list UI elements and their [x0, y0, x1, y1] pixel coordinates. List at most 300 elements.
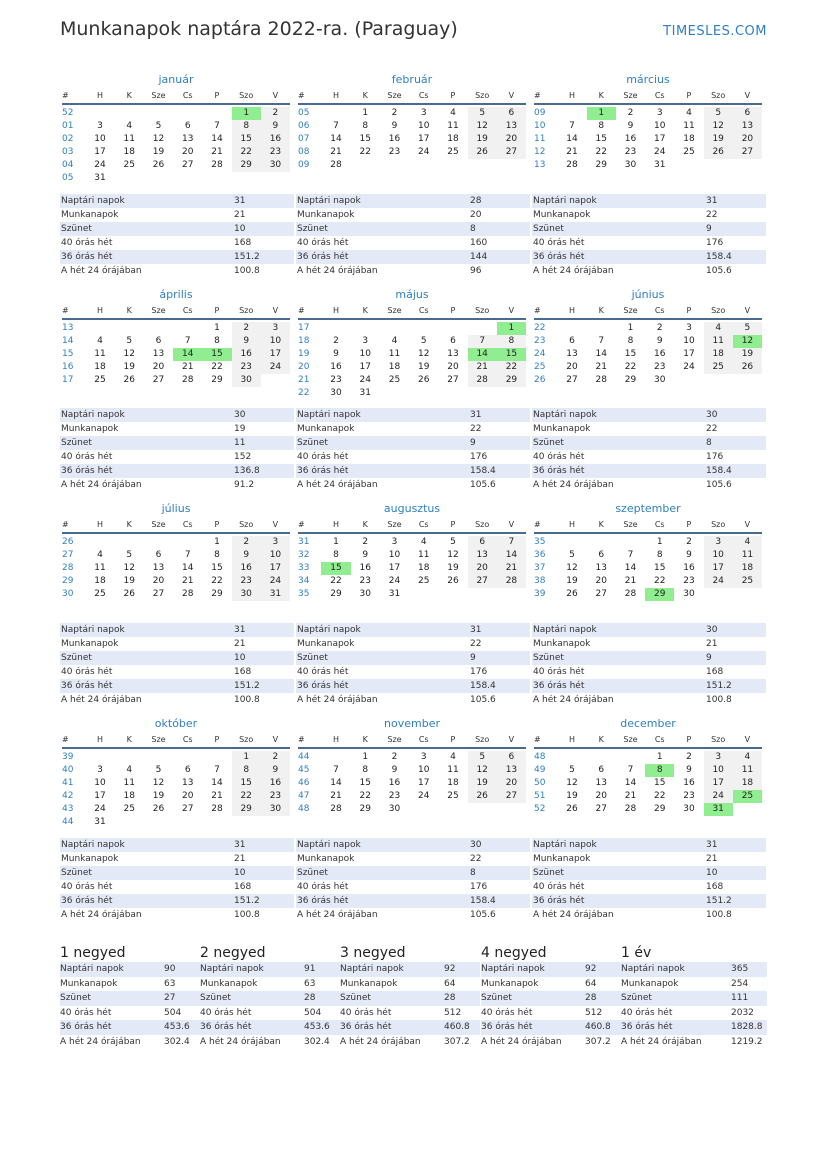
day-cell[interactable]: 19 [566, 791, 578, 801]
day-cell[interactable]: 7 [569, 121, 575, 131]
day-cell[interactable]: 14 [595, 349, 607, 359]
day-cell[interactable]: 22 [497, 361, 526, 374]
day-cell[interactable]: 10 [704, 764, 733, 777]
day-cell[interactable]: 9 [232, 335, 261, 348]
day-cell[interactable]: 9 [362, 550, 369, 560]
day-cell[interactable]: 12 [566, 563, 578, 573]
day-cell[interactable]: 28 [624, 804, 637, 814]
day-cell[interactable]: 14 [566, 134, 578, 144]
day-cell[interactable]: 13 [181, 778, 194, 788]
day-cell[interactable]: 29 [595, 160, 607, 170]
day-cell[interactable]: 7 [627, 550, 634, 560]
day-cell[interactable]: 30 [359, 589, 371, 599]
day-cell[interactable]: 23 [232, 575, 261, 588]
day-cell[interactable]: 26 [152, 160, 165, 170]
day-cell[interactable]: 17 [417, 778, 430, 788]
day-cell[interactable]: 28 [624, 589, 637, 599]
month-name[interactable]: július [161, 502, 191, 515]
day-cell[interactable]: 25 [447, 791, 459, 801]
day-cell[interactable]: 1 [333, 537, 339, 547]
day-cell[interactable]: 23 [653, 362, 666, 372]
day-cell[interactable]: 4 [420, 537, 427, 547]
day-cell[interactable]: 26 [152, 804, 165, 814]
day-cell[interactable]: 16 [388, 778, 401, 788]
day-cell[interactable]: 17 [653, 134, 666, 144]
day-cell[interactable]: 11 [123, 778, 135, 788]
day-cell[interactable]: 18 [733, 777, 762, 790]
month-name[interactable]: szeptember [615, 502, 681, 515]
day-cell[interactable]: 25 [683, 147, 695, 157]
day-cell[interactable]: 3 [97, 121, 103, 131]
day-cell[interactable]: 5 [569, 765, 575, 775]
day-cell[interactable]: 5 [733, 322, 762, 335]
day-cell[interactable]: 13 [595, 778, 607, 788]
day-cell[interactable]: 30 [232, 374, 261, 387]
day-cell[interactable]: 20 [595, 576, 607, 586]
day-cell[interactable]: 2 [686, 752, 692, 762]
day-cell[interactable]: 30 [261, 159, 290, 172]
day-cell[interactable]: 12 [123, 563, 135, 573]
day-cell[interactable]: 24 [683, 362, 695, 372]
day-cell[interactable]: 2 [391, 108, 398, 118]
day-cell[interactable]: 21 [468, 361, 497, 374]
day-cell[interactable]: 6 [450, 336, 456, 346]
day-cell[interactable]: 15 [497, 348, 526, 361]
day-cell[interactable]: 29 [624, 375, 637, 385]
day-cell[interactable]: 12 [468, 120, 497, 133]
day-cell[interactable]: 1 [232, 107, 261, 120]
day-cell[interactable]: 28 [497, 575, 526, 588]
day-cell[interactable]: 12 [566, 778, 578, 788]
day-cell[interactable]: 29 [653, 804, 666, 814]
day-cell[interactable]: 9 [333, 349, 339, 359]
day-cell[interactable]: 11 [417, 550, 430, 560]
month-name[interactable]: november [384, 717, 440, 730]
day-cell[interactable]: 28 [330, 804, 342, 814]
day-cell[interactable]: 4 [126, 765, 133, 775]
day-cell[interactable]: 23 [359, 576, 371, 586]
day-cell[interactable]: 9 [627, 121, 634, 131]
day-cell[interactable]: 28 [595, 375, 607, 385]
day-cell[interactable]: 2 [232, 536, 261, 549]
day-cell[interactable]: 19 [152, 791, 165, 801]
day-cell[interactable]: 18 [447, 134, 459, 144]
day-cell[interactable]: 5 [704, 107, 733, 120]
day-cell[interactable]: 22 [359, 147, 371, 157]
day-cell[interactable]: 19 [123, 362, 135, 372]
day-cell[interactable]: 5 [126, 336, 133, 346]
day-cell[interactable]: 20 [566, 362, 578, 372]
day-cell[interactable]: 8 [232, 120, 261, 133]
day-cell[interactable]: 2 [232, 322, 261, 335]
day-cell[interactable]: 24 [94, 160, 106, 170]
day-cell[interactable]: 20 [595, 791, 607, 801]
day-cell[interactable]: 2 [627, 108, 634, 118]
day-cell[interactable]: 4 [733, 751, 762, 764]
day-cell[interactable]: 13 [152, 563, 165, 573]
day-cell[interactable]: 5 [126, 550, 133, 560]
day-cell[interactable]: 4 [97, 550, 103, 560]
day-cell[interactable]: 11 [733, 549, 762, 562]
day-cell[interactable]: 26 [123, 589, 135, 599]
day-cell[interactable]: 3 [362, 336, 369, 346]
day-cell[interactable]: 31 [653, 160, 666, 170]
day-cell[interactable]: 8 [333, 550, 339, 560]
day-cell[interactable]: 9 [391, 121, 398, 131]
day-cell[interactable]: 12 [733, 335, 762, 348]
day-cell[interactable]: 22 [624, 362, 637, 372]
day-cell[interactable]: 21 [330, 791, 342, 801]
day-cell[interactable]: 8 [656, 550, 663, 560]
day-cell[interactable]: 17 [683, 349, 695, 359]
day-cell[interactable]: 28 [181, 589, 194, 599]
day-cell[interactable]: 24 [417, 147, 430, 157]
day-cell[interactable]: 19 [152, 147, 165, 157]
day-cell[interactable]: 7 [497, 536, 526, 549]
day-cell[interactable]: 30 [653, 375, 666, 385]
day-cell[interactable]: 27 [595, 804, 607, 814]
day-cell[interactable]: 21 [595, 362, 607, 372]
day-cell[interactable]: 13 [497, 120, 526, 133]
day-cell[interactable]: 17 [359, 362, 371, 372]
day-cell[interactable]: 22 [653, 576, 666, 586]
day-cell[interactable]: 28 [566, 160, 578, 170]
day-cell[interactable]: 15 [232, 777, 261, 790]
day-cell[interactable]: 24 [261, 361, 290, 374]
day-cell[interactable]: 20 [497, 133, 526, 146]
day-cell[interactable]: 22 [232, 146, 261, 159]
day-cell[interactable]: 9 [261, 120, 290, 133]
day-cell[interactable]: 31 [94, 817, 106, 827]
day-cell[interactable]: 24 [359, 375, 371, 385]
day-cell[interactable]: 26 [733, 361, 762, 374]
day-cell[interactable]: 15 [321, 562, 350, 575]
day-cell[interactable]: 12 [417, 349, 430, 359]
day-cell[interactable]: 7 [184, 336, 191, 346]
day-cell[interactable]: 27 [497, 790, 526, 803]
day-cell[interactable]: 13 [447, 349, 459, 359]
day-cell[interactable]: 20 [152, 576, 165, 586]
day-cell[interactable]: 3 [704, 751, 733, 764]
day-cell[interactable]: 1 [656, 537, 663, 547]
month-name[interactable]: április [159, 288, 193, 301]
day-cell[interactable]: 4 [450, 752, 456, 762]
day-cell[interactable]: 9 [686, 765, 692, 775]
day-cell[interactable]: 6 [598, 550, 605, 560]
month-name[interactable]: június [631, 288, 665, 301]
day-cell[interactable]: 16 [232, 562, 261, 575]
day-cell[interactable]: 5 [569, 550, 575, 560]
day-cell[interactable]: 27 [152, 375, 165, 385]
day-cell[interactable]: 1 [214, 323, 220, 333]
day-cell[interactable]: 22 [211, 576, 223, 586]
month-name[interactable]: március [626, 73, 670, 86]
day-cell[interactable]: 6 [598, 765, 605, 775]
day-cell[interactable]: 5 [155, 765, 162, 775]
day-cell[interactable]: 17 [704, 562, 733, 575]
day-cell[interactable]: 2 [391, 752, 398, 762]
day-cell[interactable]: 13 [468, 549, 497, 562]
day-cell[interactable]: 10 [261, 335, 290, 348]
day-cell[interactable]: 6 [184, 765, 191, 775]
day-cell[interactable]: 21 [624, 791, 637, 801]
day-cell[interactable]: 22 [232, 790, 261, 803]
day-cell[interactable]: 11 [447, 121, 459, 131]
day-cell[interactable]: 26 [704, 146, 733, 159]
day-cell[interactable]: 29 [497, 374, 526, 387]
day-cell[interactable]: 16 [653, 349, 666, 359]
day-cell[interactable]: 16 [330, 362, 342, 372]
day-cell[interactable]: 10 [417, 121, 430, 131]
day-cell[interactable]: 28 [181, 375, 194, 385]
day-cell[interactable]: 11 [94, 349, 106, 359]
day-cell[interactable]: 14 [330, 134, 342, 144]
day-cell[interactable]: 12 [152, 778, 165, 788]
day-cell[interactable]: 11 [733, 764, 762, 777]
day-cell[interactable]: 15 [202, 348, 231, 361]
day-cell[interactable]: 1 [232, 751, 261, 764]
day-cell[interactable]: 24 [653, 147, 666, 157]
day-cell[interactable]: 29 [232, 159, 261, 172]
day-cell[interactable]: 5 [420, 336, 427, 346]
day-cell[interactable]: 24 [94, 804, 106, 814]
day-cell[interactable]: 20 [181, 791, 194, 801]
day-cell[interactable]: 2 [333, 336, 339, 346]
day-cell[interactable]: 2 [686, 537, 692, 547]
day-cell[interactable]: 18 [123, 791, 135, 801]
day-cell[interactable]: 27 [181, 160, 194, 170]
month-name[interactable]: május [395, 288, 429, 301]
day-cell[interactable]: 26 [447, 576, 459, 586]
day-cell[interactable]: 17 [94, 791, 106, 801]
day-cell[interactable]: 23 [330, 375, 342, 385]
day-cell[interactable]: 23 [261, 146, 290, 159]
day-cell[interactable]: 2 [656, 323, 663, 333]
day-cell[interactable]: 11 [704, 335, 733, 348]
day-cell[interactable]: 24 [704, 575, 733, 588]
day-cell[interactable]: 15 [595, 134, 607, 144]
day-cell[interactable]: 23 [683, 576, 695, 586]
day-cell[interactable]: 4 [97, 336, 103, 346]
day-cell[interactable]: 14 [497, 549, 526, 562]
brand-logo[interactable]: TIMESLES.COM [663, 24, 767, 39]
day-cell[interactable]: 17 [388, 563, 401, 573]
day-cell[interactable]: 7 [214, 121, 220, 131]
day-cell[interactable]: 21 [624, 576, 637, 586]
day-cell[interactable]: 27 [733, 146, 762, 159]
day-cell[interactable]: 19 [447, 563, 459, 573]
day-cell[interactable]: 29 [211, 589, 223, 599]
day-cell[interactable]: 12 [152, 134, 165, 144]
day-cell[interactable]: 20 [733, 133, 762, 146]
day-cell[interactable]: 20 [181, 147, 194, 157]
day-cell[interactable]: 16 [261, 133, 290, 146]
day-cell[interactable]: 22 [211, 362, 223, 372]
day-cell[interactable]: 30 [330, 388, 342, 398]
day-cell[interactable]: 14 [181, 563, 194, 573]
day-cell[interactable]: 18 [94, 576, 106, 586]
day-cell[interactable]: 9 [232, 549, 261, 562]
day-cell[interactable]: 22 [359, 791, 371, 801]
day-cell[interactable]: 25 [447, 147, 459, 157]
day-cell[interactable]: 7 [333, 765, 339, 775]
day-cell[interactable]: 30 [683, 804, 695, 814]
day-cell[interactable]: 4 [391, 336, 398, 346]
day-cell[interactable]: 13 [181, 134, 194, 144]
day-cell[interactable]: 18 [447, 778, 459, 788]
day-cell[interactable]: 30 [624, 160, 637, 170]
day-cell[interactable]: 3 [420, 752, 427, 762]
day-cell[interactable]: 11 [447, 765, 459, 775]
day-cell[interactable]: 27 [566, 375, 578, 385]
day-cell[interactable]: 17 [417, 134, 430, 144]
day-cell[interactable]: 1 [587, 107, 616, 120]
day-cell[interactable]: 27 [468, 575, 497, 588]
day-cell[interactable]: 1 [362, 752, 369, 762]
day-cell[interactable]: 10 [94, 134, 106, 144]
day-cell[interactable]: 27 [447, 375, 459, 385]
day-cell[interactable]: 19 [123, 576, 135, 586]
day-cell[interactable]: 28 [211, 804, 223, 814]
day-cell[interactable]: 1 [627, 323, 634, 333]
day-cell[interactable]: 1 [362, 108, 369, 118]
day-cell[interactable]: 6 [497, 107, 526, 120]
day-cell[interactable]: 15 [359, 134, 371, 144]
day-cell[interactable]: 14 [624, 563, 637, 573]
day-cell[interactable]: 7 [214, 765, 220, 775]
day-cell[interactable]: 8 [497, 335, 526, 348]
day-cell[interactable]: 21 [566, 147, 578, 157]
day-cell[interactable]: 18 [123, 147, 135, 157]
day-cell[interactable]: 3 [261, 536, 290, 549]
day-cell[interactable]: 9 [391, 765, 398, 775]
day-cell[interactable]: 22 [595, 147, 607, 157]
day-cell[interactable]: 27 [595, 589, 607, 599]
day-cell[interactable]: 18 [417, 563, 430, 573]
day-cell[interactable]: 20 [447, 362, 459, 372]
day-cell[interactable]: 24 [261, 575, 290, 588]
day-cell[interactable]: 11 [94, 563, 106, 573]
day-cell[interactable]: 23 [261, 790, 290, 803]
day-cell[interactable]: 28 [211, 160, 223, 170]
day-cell[interactable]: 7 [627, 765, 634, 775]
month-name[interactable]: február [391, 73, 433, 86]
day-cell[interactable]: 22 [330, 576, 342, 586]
day-cell[interactable]: 4 [450, 108, 456, 118]
day-cell[interactable]: 22 [653, 791, 666, 801]
day-cell[interactable]: 16 [359, 563, 371, 573]
day-cell[interactable]: 25 [733, 575, 762, 588]
day-cell[interactable]: 25 [123, 160, 135, 170]
day-cell[interactable]: 24 [704, 790, 733, 803]
day-cell[interactable]: 25 [123, 804, 135, 814]
day-cell[interactable]: 26 [417, 375, 430, 385]
day-cell[interactable]: 23 [624, 147, 637, 157]
day-cell[interactable]: 12 [704, 120, 733, 133]
day-cell[interactable]: 2 [261, 751, 290, 764]
day-cell[interactable]: 17 [704, 777, 733, 790]
day-cell[interactable]: 8 [362, 121, 369, 131]
day-cell[interactable]: 4 [126, 121, 133, 131]
day-cell[interactable]: 24 [388, 576, 401, 586]
month-name[interactable]: október [154, 717, 198, 730]
day-cell[interactable]: 3 [261, 322, 290, 335]
day-cell[interactable]: 25 [733, 790, 762, 803]
day-cell[interactable]: 14 [468, 348, 497, 361]
day-cell[interactable]: 1 [497, 322, 526, 335]
day-cell[interactable]: 3 [420, 108, 427, 118]
day-cell[interactable]: 29 [211, 375, 223, 385]
day-cell[interactable]: 15 [653, 563, 666, 573]
day-cell[interactable]: 3 [97, 765, 103, 775]
day-cell[interactable]: 31 [388, 589, 401, 599]
day-cell[interactable]: 2 [362, 537, 369, 547]
day-cell[interactable]: 6 [468, 536, 497, 549]
day-cell[interactable]: 14 [173, 348, 202, 361]
day-cell[interactable]: 13 [595, 563, 607, 573]
day-cell[interactable]: 29 [359, 804, 371, 814]
day-cell[interactable]: 19 [468, 133, 497, 146]
day-cell[interactable]: 11 [683, 121, 695, 131]
day-cell[interactable]: 21 [181, 576, 194, 586]
day-cell[interactable]: 21 [211, 147, 223, 157]
day-cell[interactable]: 25 [704, 361, 733, 374]
day-cell[interactable]: 13 [152, 349, 165, 359]
day-cell[interactable]: 30 [261, 803, 290, 816]
day-cell[interactable]: 20 [152, 362, 165, 372]
day-cell[interactable]: 10 [261, 549, 290, 562]
day-cell[interactable]: 18 [704, 348, 733, 361]
day-cell[interactable]: 17 [94, 147, 106, 157]
day-cell[interactable]: 7 [468, 335, 497, 348]
day-cell[interactable]: 31 [94, 173, 106, 183]
day-cell[interactable]: 25 [417, 576, 430, 586]
day-cell[interactable]: 8 [598, 121, 605, 131]
day-cell[interactable]: 10 [359, 349, 371, 359]
day-cell[interactable]: 7 [333, 121, 339, 131]
day-cell[interactable]: 18 [683, 134, 695, 144]
day-cell[interactable]: 26 [566, 589, 578, 599]
day-cell[interactable]: 29 [645, 588, 674, 601]
day-cell[interactable]: 12 [123, 349, 135, 359]
day-cell[interactable]: 31 [261, 588, 290, 601]
day-cell[interactable]: 19 [704, 133, 733, 146]
day-cell[interactable]: 29 [232, 803, 261, 816]
day-cell[interactable]: 3 [656, 108, 663, 118]
day-cell[interactable]: 15 [211, 563, 223, 573]
day-cell[interactable]: 23 [232, 361, 261, 374]
day-cell[interactable]: 12 [447, 550, 459, 560]
day-cell[interactable]: 2 [261, 107, 290, 120]
day-cell[interactable]: 19 [566, 576, 578, 586]
day-cell[interactable]: 31 [704, 803, 733, 816]
day-cell[interactable]: 17 [261, 348, 290, 361]
day-cell[interactable]: 31 [359, 388, 371, 398]
day-cell[interactable]: 4 [733, 536, 762, 549]
day-cell[interactable]: 15 [232, 133, 261, 146]
day-cell[interactable]: 8 [627, 336, 634, 346]
day-cell[interactable]: 30 [232, 588, 261, 601]
day-cell[interactable]: 26 [468, 146, 497, 159]
day-cell[interactable]: 14 [624, 778, 637, 788]
day-cell[interactable]: 21 [330, 147, 342, 157]
day-cell[interactable]: 26 [468, 790, 497, 803]
day-cell[interactable]: 23 [683, 791, 695, 801]
day-cell[interactable]: 5 [468, 107, 497, 120]
day-cell[interactable]: 4 [704, 322, 733, 335]
day-cell[interactable]: 10 [704, 549, 733, 562]
day-cell[interactable]: 16 [232, 348, 261, 361]
